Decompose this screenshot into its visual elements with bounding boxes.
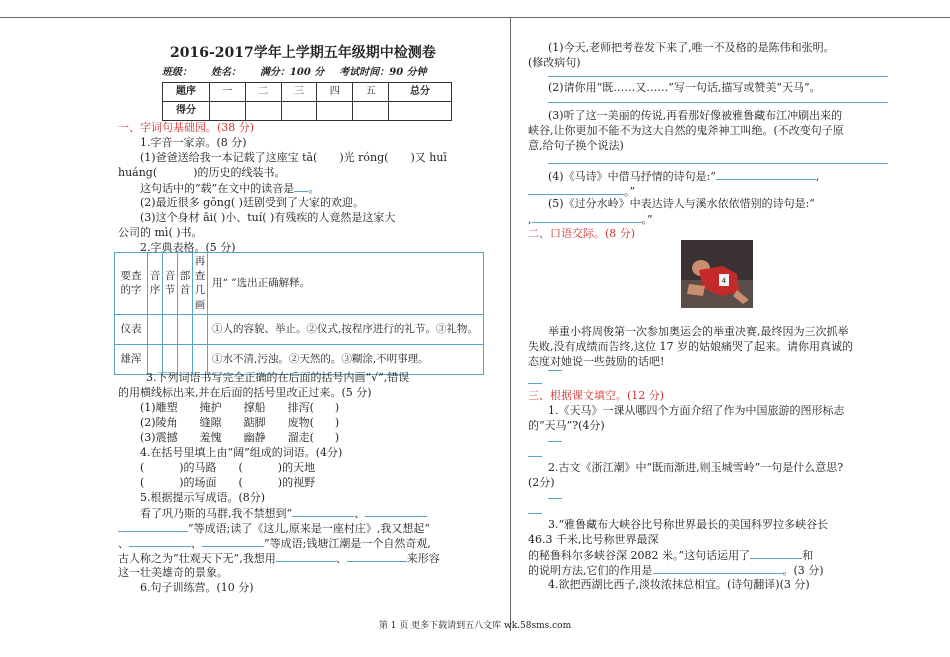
- answer-blank[interactable]: [716, 168, 816, 180]
- question-4: 4.在括号里填上由“阔”组成的词语。(4分): [140, 446, 343, 459]
- sentence-3: (3)听了这一美丽的传说,再看那好像被雅鲁藏布江冲刷出来的: [548, 109, 843, 122]
- sentence-4-cont: 。”: [528, 183, 900, 199]
- answer-blank[interactable]: [653, 562, 783, 574]
- section-2-heading: 二、口语交际。(8 分): [528, 227, 636, 240]
- score-header: 题序: [163, 83, 210, 102]
- dictionary-table: [114, 252, 484, 375]
- text-question-3-cont-3: 的说明方法,它们的作用是 。(3 分): [528, 564, 824, 577]
- oral-prompt-cont: 失败,没有成绩而告终,这位 17 岁的姑娘痛哭了起来。请你用真诚的: [528, 340, 853, 353]
- text-question-3: 3.“雅鲁藏布大峡谷比号称世界最长的美国科罗拉多峡谷长: [548, 518, 829, 531]
- answer-line[interactable]: [528, 383, 542, 384]
- text-question-2: 2.古文《浙江潮》中“既而渐进,则玉城雪岭”一句是什么意思?: [548, 461, 844, 474]
- answer-line[interactable]: [548, 370, 562, 371]
- dict-header: 音节: [163, 253, 178, 315]
- question-5-text-5: 这一壮美雄奇的景象。: [118, 566, 228, 579]
- name-label: 姓名：: [210, 67, 241, 78]
- answer-line[interactable]: [528, 513, 542, 514]
- text-question-1: 1.《天马》一课从哪四个方面介绍了作为中国旅游的图形标志: [548, 404, 845, 417]
- text-question-3-cont-2: 的秘鲁科尔多峡谷深 2082 米。”这句话运用了 和: [528, 549, 814, 562]
- question-5-text-4: 古人称之为“壮观天下无”,我想用 、 来形容: [118, 552, 440, 565]
- sentence-1-cont: (修改病句): [528, 56, 581, 69]
- weightlifter-photo: [681, 240, 753, 308]
- answer-line[interactable]: [548, 163, 888, 164]
- sentence-1: (1)今天,老师把考卷发下来了,唯一不及格的是陈伟和张明。: [548, 41, 835, 54]
- question-1-1-reading: 这句话中的“载”在文中的读音是 。: [140, 182, 320, 195]
- question-5: 5.根据提示写成语。(8分): [140, 491, 266, 504]
- section-3-heading: 三、根据课文填空。(12 分): [528, 389, 665, 402]
- answer-blank[interactable]: [528, 183, 624, 195]
- answer-line[interactable]: [548, 441, 562, 442]
- dict-header: 要查的字: [115, 253, 148, 315]
- score-header: 五: [353, 83, 389, 102]
- score-row-label: 得分: [163, 102, 210, 121]
- answer-blank[interactable]: [532, 211, 642, 223]
- question-1-1-cont: huáng( )的历史的线装书。: [118, 166, 286, 179]
- question-5-text-2: ”等成语;读了《这儿,原来是一座村庄》,我又想起“: [118, 520, 498, 536]
- athlete-image: [681, 240, 753, 308]
- score-cell[interactable]: [210, 102, 246, 121]
- bib-number: 4: [721, 277, 727, 285]
- question-4-row: ( )的场面 ( )的视野: [140, 476, 316, 489]
- score-cell[interactable]: [353, 102, 389, 121]
- time-label: 考试时间：90 分钟: [339, 67, 427, 78]
- question-2: 2.字典表格。(5 分): [140, 241, 236, 254]
- sentence-2: (2)请你用“既……又……”写一句话,描写或赞美“天马”。: [548, 81, 821, 94]
- section-1-heading: 一、字词句基础园。(38 分): [118, 121, 255, 134]
- text-question-2-cont: (2分): [528, 476, 555, 489]
- score-header: 二: [245, 83, 281, 102]
- answer-blank[interactable]: [292, 505, 354, 517]
- top-rule: [0, 17, 950, 18]
- question-1-2: (2)最近很多 gōng( )廷剧受到了大家的欢迎。: [140, 196, 364, 209]
- sentence-3-cont: 峡谷,让你更加不能不为这大自然的鬼斧神工叫绝。(不改变句子原: [528, 124, 844, 137]
- dict-cell[interactable]: [163, 314, 178, 344]
- question-1: 1.字音一家亲。(8 分): [140, 136, 247, 149]
- question-1-3: (3)这个身材 ǎi( )小、tuí( )有残疾的人竟然是这家大: [140, 211, 396, 224]
- answer-blank[interactable]: [750, 547, 802, 559]
- oral-prompt-cont-2: 态度对她说一些鼓励的话吧!: [528, 355, 665, 368]
- page-title: 2016-2017学年上学期五年级期中检测卷: [170, 45, 436, 61]
- oral-prompt: 举重小将周俊第一次参加奥运会的举重决赛,最终因为三次抓举: [548, 325, 849, 338]
- text-question-3-cont: 46.3 千米,比号称世界最深: [528, 533, 659, 546]
- class-label: 班级：: [162, 67, 192, 78]
- answer-line[interactable]: [528, 456, 542, 457]
- question-4-row: ( )的马路 ( )的天地: [140, 461, 316, 474]
- column-divider: [510, 17, 511, 631]
- dict-word: 仪表: [115, 314, 148, 344]
- dict-header: 再查几画: [193, 253, 208, 315]
- dict-cell[interactable]: [193, 314, 208, 344]
- question-5-text-3: 、 、 ”等成语;钱塘江潮是一个自然奇观,: [118, 537, 431, 550]
- answer-blank[interactable]: [294, 180, 308, 192]
- score-header: 三: [281, 83, 317, 102]
- answer-line[interactable]: [548, 102, 888, 103]
- score-cell[interactable]: [389, 102, 452, 121]
- score-header: 四: [317, 83, 353, 102]
- question-3: 3.下列词语书写完全正确的在后面的括号内画“√”,错误: [146, 371, 410, 384]
- dict-word: 雄浑: [115, 344, 148, 374]
- score-header: 总分: [389, 83, 452, 102]
- answer-blank[interactable]: [202, 535, 264, 547]
- question-1-1: (1)爸爸送给我一本记载了这座宝 tā( )光 róng( )又 huī: [140, 151, 447, 164]
- answer-blank[interactable]: [347, 550, 407, 562]
- dict-header: 部首: [178, 253, 193, 315]
- question-3-row: (1)雕塑 掩护 撑船 排泻( ): [140, 401, 340, 414]
- score-cell[interactable]: [245, 102, 281, 121]
- question-3-row: (3)震撼 羞愧 幽静 溜走( ): [140, 431, 340, 444]
- score-label: 满分：100 分: [259, 67, 325, 78]
- dict-meaning: ①水不清,污浊。②天然的。③糊涂,不明事理。: [208, 344, 484, 374]
- score-table: [162, 82, 452, 121]
- question-3-cont: 的用横线标出来,并在后面的括号里改正过来。(5 分): [118, 386, 372, 399]
- answer-blank[interactable]: [276, 550, 336, 562]
- score-cell[interactable]: [317, 102, 353, 121]
- score-header: 一: [210, 83, 246, 102]
- dict-meaning: ①人的容貌、举止。②仪式,按程序进行的礼节。③礼物。: [208, 314, 484, 344]
- dict-cell[interactable]: [148, 314, 163, 344]
- text-question-1-cont: 的“天马”?(4分): [528, 419, 605, 432]
- dict-header: 音序: [148, 253, 163, 315]
- dict-cell[interactable]: [178, 314, 193, 344]
- sentence-5: (5)《过分水岭》中表达诗人与溪水依依惜别的诗句是:“: [548, 197, 815, 210]
- dict-header: 用“ ”选出正确解释。: [208, 253, 484, 315]
- sentence-3-cont-2: 意,给句子换个说法): [528, 139, 624, 152]
- question-1-3-cont: 公司的 mì( )书。: [118, 226, 203, 239]
- answer-line[interactable]: [548, 498, 562, 499]
- page-footer: 第 1 页 更多下载请到五八文库 wk.58sms.com: [378, 621, 572, 631]
- answer-blank[interactable]: [365, 505, 427, 517]
- sentence-4: (4)《马诗》中借马抒情的诗句是:“ ,: [548, 170, 820, 183]
- answer-blank[interactable]: [118, 520, 188, 532]
- question-3-row: (2)陵角 缝隙 踮脚 废物( ): [140, 416, 340, 429]
- question-6: 6.句子训练营。(10 分): [140, 581, 254, 594]
- answer-line[interactable]: [548, 76, 888, 77]
- score-cell[interactable]: [281, 102, 317, 121]
- answer-blank[interactable]: [129, 535, 191, 547]
- question-5-text: 看了巩乃斯的马群,我不禁想到“ 、: [140, 505, 500, 521]
- sentence-5-cont: , 。”: [528, 213, 653, 226]
- text-question-4: 4.欲把西湖比西子,淡妆浓抹总相宜。(诗句翻译)(3 分): [548, 578, 810, 591]
- exam-info: [162, 66, 427, 80]
